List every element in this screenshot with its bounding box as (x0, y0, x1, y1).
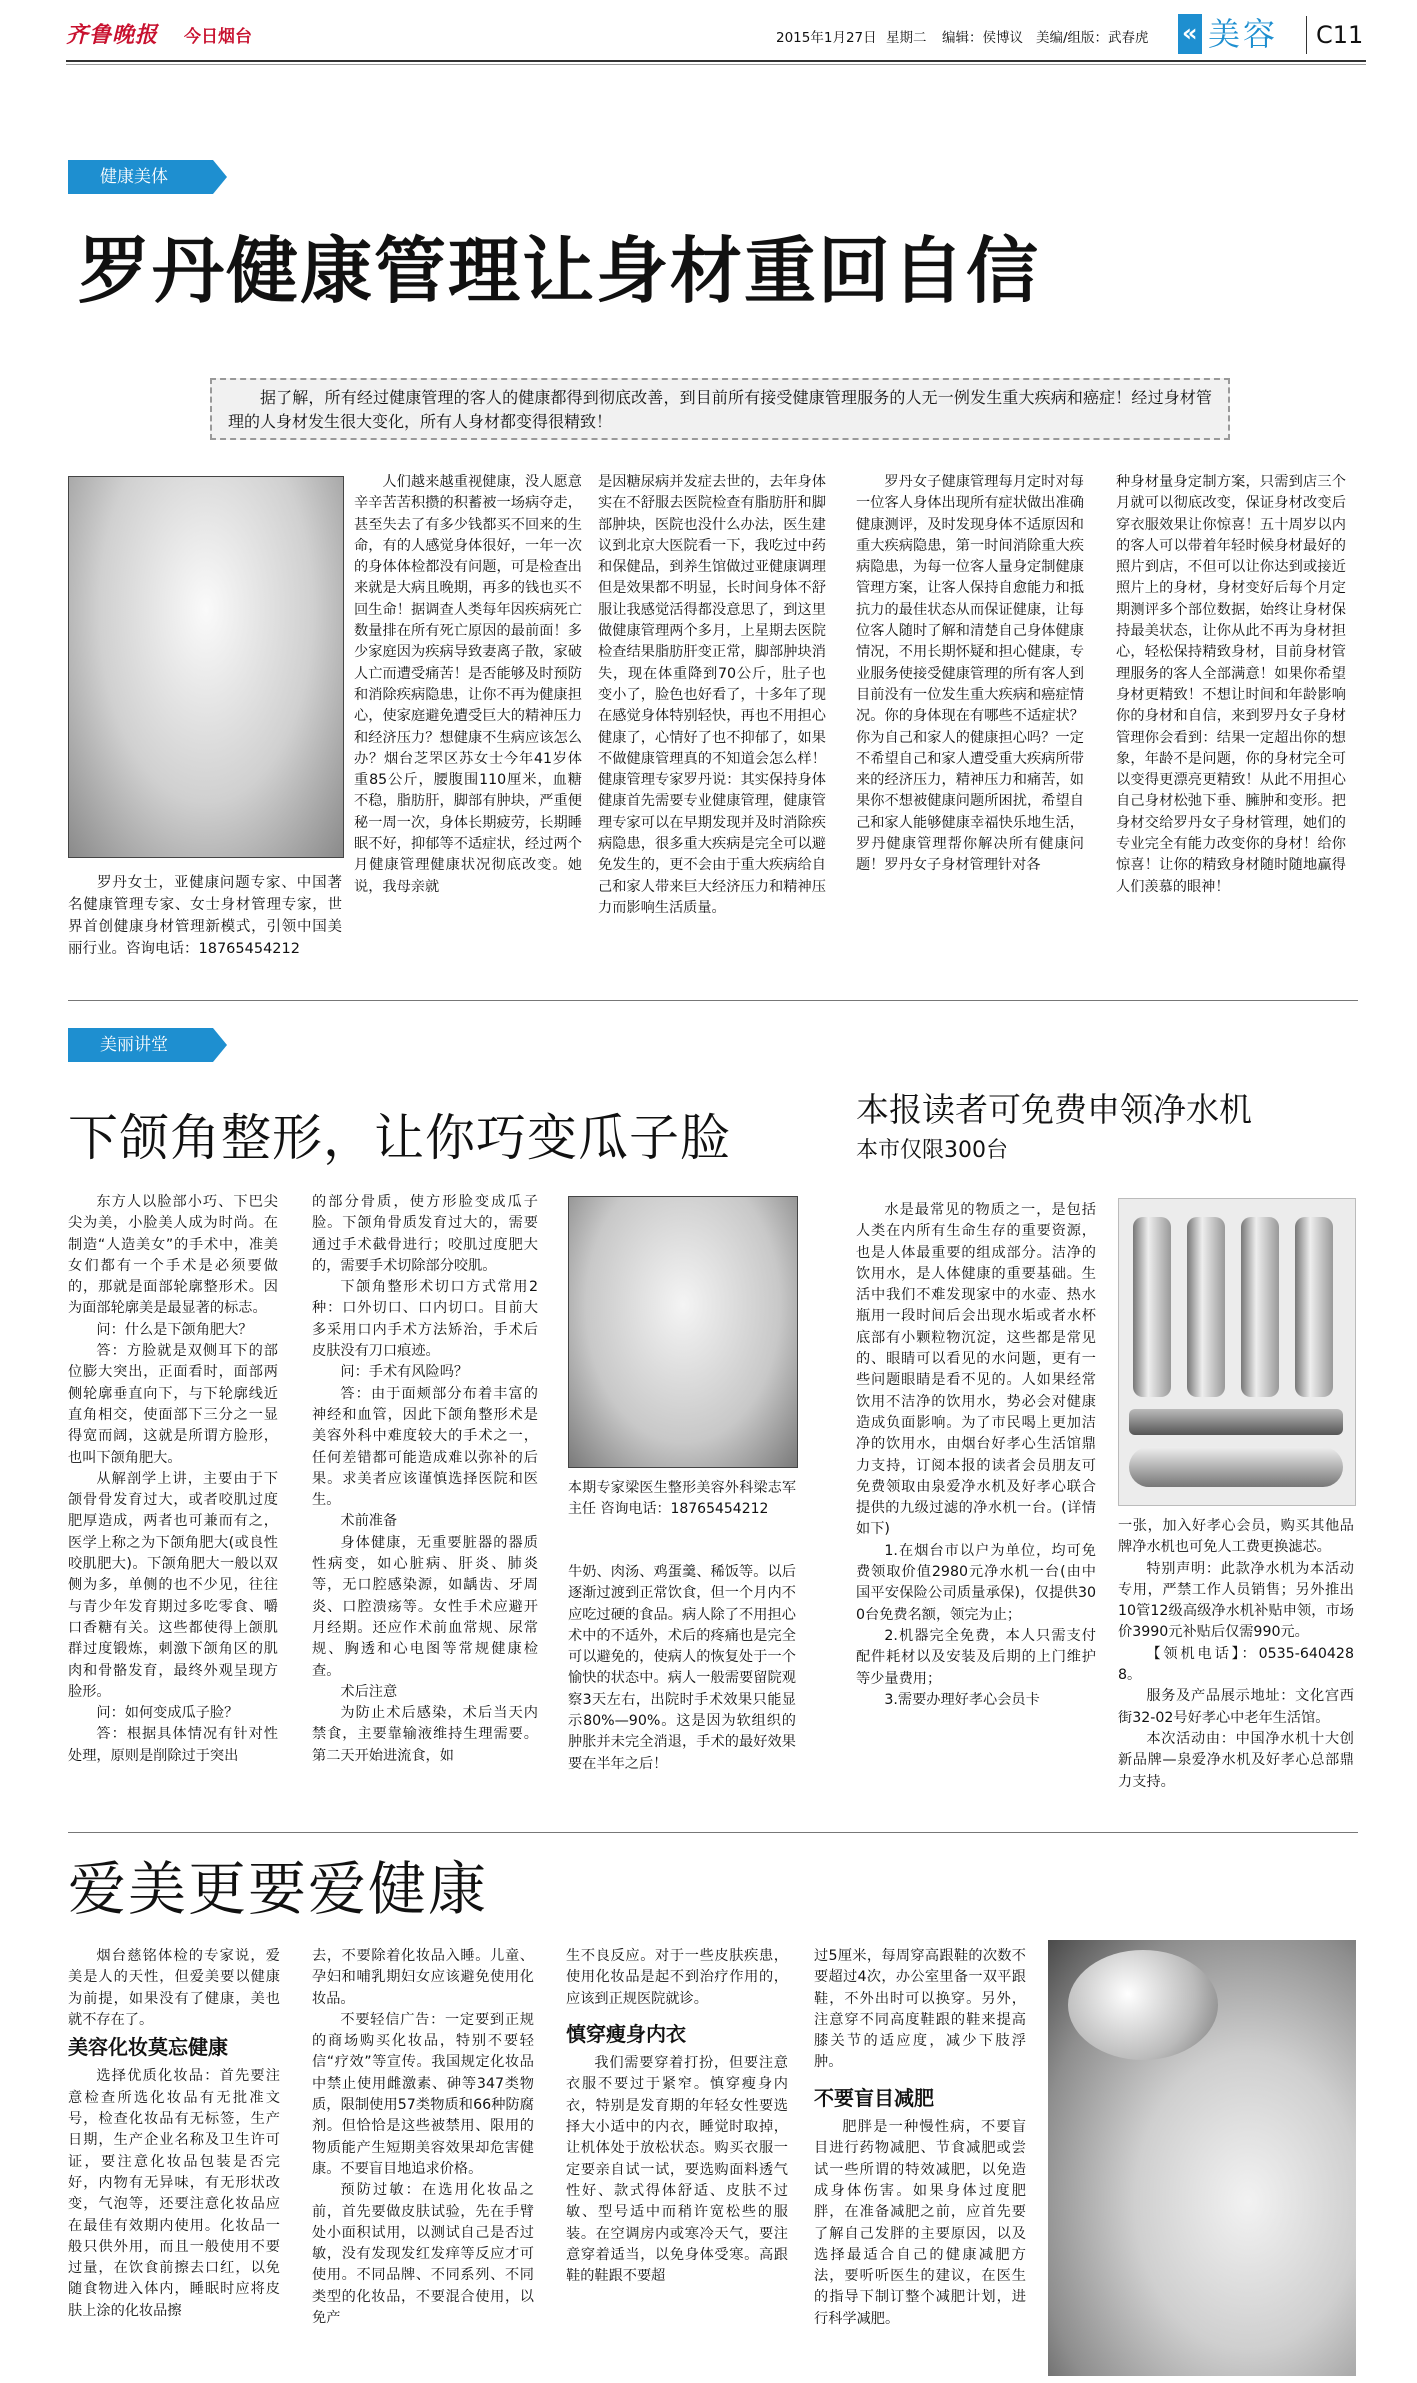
purifier-tank (1241, 1217, 1279, 1397)
subhead-makeup: 美容化妆莫忘健康 (68, 2035, 228, 2060)
lead-text: 据了解，所有经过健康管理的客人的健康都得到彻底改善，到目前所有接受健康管理服务的人无一例发生重大疾病和癌症！经过身材管理的人身材发生很大变化，所有人身材都变得很精致！ (228, 388, 1212, 431)
article1-col4 (1116, 472, 1346, 982)
article4-p: 过5厘米，每周穿高跟鞋的次数不要超过4次，办公室里备一双平跟鞋，不外出时可以换穿。另外，注意穿不同高度鞋跟的鞋来提高膝关节的适应度，减少下肢浮肿。 (814, 1948, 1026, 2071)
article2-p: 答：方脸就是双侧耳下的部位膨大突出，正面看时，面部两侧轮廓垂直向下，与下轮廓线近直角相交，使面部下三分之一显得宽而阔，这就是所谓方脸形，也叫下颌角肥大。 (68, 1343, 278, 1466)
spa-facial-photo (1048, 1940, 1356, 2376)
article3-p: 2.机器完全免费，本人只需支付配件耗材以及安装及后期的上门维护等少量费用； (856, 1627, 1096, 1687)
portrait-caption: 罗丹女士，亚健康问题专家、中国著名健康管理专家、女士身材管理专家，世界首创健康身材管理新模式，引领中国美丽行业。咨询电话：18765454212 (68, 875, 342, 957)
article2-p: 问：什么是下颌角肥大？ (96, 1321, 253, 1338)
section-tag-beauty: 美丽讲堂 (68, 1028, 213, 1062)
article1-col1-text: 人们越来越重视健康，没人愿意辛辛苦苦积攒的积蓄被一场病夺走，甚至失去了有多少钱都买不回来的生命，有的人感觉身体很好，一年一次的身体体检都没有问题，可是检查出来就是大病且晚期，再多的钱也买不回生命！据调查人类每年因疾病死亡数量排在所有死亡原因的最前面！多少家庭因为疾病导致妻离子散，家破人亡而遭受痛苦！是否能够及时预防和消除疾病隐患，让你不再为健康担心，使家庭避免遭受巨大的精神压力和经济压力？想健康不生病应该怎么办？烟台芝罘区苏女士今年41岁体重85公斤，腰腹围110厘米，血糖不稳，脂肪肝，脚部有肿块，严重便秘一周一次，身体长期疲劳，长期睡眠不好，抑郁等不适症状，经过两个月健康管理健康状况彻底改变。她说，我母亲就 (354, 474, 582, 895)
purifier-filter (1129, 1447, 1343, 1487)
article4-col2 (312, 1946, 534, 2376)
article4-col3 (566, 1946, 788, 2376)
article4-col1 (68, 1946, 280, 2376)
purifier-product-image (1118, 1198, 1356, 1506)
masthead (66, 14, 1366, 54)
article2-p: 答：由于面颊部分布着丰富的神经和血管，因此下颌角整形术是美容外科中难度较大的手术之一，任何差错都可能造成难以弥补的后果。求美者应该谨慎选择医院和医生。 (312, 1385, 538, 1509)
doctor-caption: 本期专家梁医生整形美容外科梁志军主任 咨询电话：18765454212 (568, 1480, 796, 1517)
header-rule (66, 60, 1366, 62)
purifier-base (1129, 1409, 1343, 1435)
subhead-weight-loss: 不要盲目减肥 (814, 2085, 934, 2110)
page-number: C11 (1316, 21, 1364, 49)
header-rule-thin (66, 64, 1366, 65)
article2-p: 东方人以脸部小巧、下巴尖尖为美，小脸美人成为时尚。在制造“人造美女”的手术中，准美女们都有一个手术是必须要做的，那就是面部轮廓整形术。因为面部轮廓美是最显著的标志。 (68, 1194, 278, 1317)
purifier-tank (1133, 1217, 1171, 1397)
headline-luodan: 罗丹健康管理让身材重回自信 (78, 229, 1041, 313)
article4-col4 (814, 1946, 1026, 2376)
article2-p: 下颌角整形术切口方式常用2种：口外切口、口内切口。目前大多采用口内手术方法矫治，手术后皮肤没有刀口痕迹。 (312, 1279, 538, 1360)
article2-col3-text: 牛奶、肉汤、鸡蛋羹、稀饭等。以后逐渐过渡到正常饮食，但一个月内不应吃过硬的食品。病人除了不用担心术中的不适外，术后的疼痛也是完全可以避免的，使病人的恢复处于一个愉快的状态中。病人一般需要留院观察3天左右，出院时手术效果只能显示80%—90%。这是因为软组织的肿胀并未完全消退，手术的最好效果要在半年之后！ (568, 1564, 796, 1772)
article3-p: 1.在烟台市以户为单位，均可免费领取价值2980元净水机一台(由中国平安保险公司质量承保)，仅提供300台免费名额，领完为止； (856, 1542, 1096, 1623)
article3-p: 一张，加入好孝心会员，购买其他品牌净水机也可免人工费更换滤芯。 (1118, 1518, 1354, 1556)
article2-col1 (68, 1192, 278, 1822)
headline-purifier: 本报读者可免费申领净水机 (856, 1090, 1252, 1129)
subhead-purifier: 本市仅限300台 (856, 1138, 1008, 1163)
headline-jaw: 下颌角整形，让你巧变瓜子脸 (68, 1109, 731, 1167)
article3-p: 【领机电话】：0535-6404288。 (1118, 1645, 1354, 1684)
article2-p: 的部分骨质，使方形脸变成瓜子脸。下颌角骨质发育过大的，需要通过手术截骨进行；咬肌过度肥大的，需要手术切除部分咬肌。 (312, 1194, 538, 1274)
decor-bowl (1068, 1950, 1218, 2060)
article2-col2 (312, 1192, 538, 1822)
lead-box (210, 378, 1230, 440)
portrait-photo-luodan (68, 476, 344, 858)
article2-p: 问：如何变成瓜子脸？ (96, 1705, 239, 1722)
page-section-title: 美容 (1208, 15, 1279, 53)
article3-p: 特别声明：此款净水机为本活动专用，严禁工作人员销售；另外推出10管12级高级净水机补贴申领，市场价3990元补贴后仅需990元。 (1118, 1560, 1354, 1641)
article2-p: 从解剖学上讲，主要由于下颌骨骨发育过大，或者咬肌过度肥厚造成，两者也可兼而有之，医学上称之为下颌角肥大(或良性咬肌肥大)。下颌角肥大一般以双侧为多，单侧的也不少见，往往与青少年发育期过多吃零食、嚼口香糖有关。这些都使得上颌肌群过度锻炼，刺激下颌角区的肌肉和骨骼发育，最终外观呈现方脸形。 (68, 1470, 278, 1700)
subhead-underwear: 慎穿瘦身内衣 (566, 2021, 686, 2046)
article2-p: 问：手术有风险吗？ (340, 1364, 469, 1381)
section-divider-1 (68, 1000, 1358, 1001)
section-label: 今日烟台 (184, 27, 252, 47)
header-divider (1306, 16, 1307, 54)
section-tag-health: 健康美体 (68, 160, 213, 194)
article1-col2-text: 是因糖尿病并发症去世的，去年身体实在不舒服去医院检查有脂肪肝和脚部肿块，医院也没什么办法，医生建议到北京大医院看一下，我吃过中药和保健品，到养生馆做过亚健康调理但是效果都不明显，长时间身体不舒服让我感觉活得都没意思了，到这里做健康管理两个多月，上星期去医院检查结果脂肪肝变正常，脚部肿块消失，现在体重降到70公斤，肚子也变小了，脸色也好看了，十多年了现在感觉身体特别轻快，再也不用担心健康了，心情好了也不抑郁了，如果不做健康管理真的不知道会怎么样！健康管理专家罗丹说：其实保持身体健康首先需要专业健康管理，健康管理专家可以在早期发现并及时消除疾病隐患，很多重大疾病是完全可以避免发生的，更不会由于重大疾病给自己和家人带来巨大经济压力和精神压力而影响生活质量。 (598, 474, 826, 916)
issue-date: 2015年1月27日 (776, 30, 877, 46)
article4-p: 不要轻信广告：一定要到正规的商场购买化妆品，特别不要轻信“疗效”等宣传。我国规定化妆品中禁止使用雌激素、砷等347类物质，限制使用57类物质和66种防腐剂。但恰恰是这些被禁用、限用的物质能产生短期美容效果却危害健康。不要盲目地追求价格。 (312, 2011, 534, 2177)
article2-p: 身体健康，无重要脏器的器质性病变，如心脏病、肝炎、肺炎等，无口腔感染源，如龋齿、牙周炎、口腔溃疡等。女性手术应避开月经期。还应作术前血常规、尿常规、胸透和心电图等常规健康检查。 (312, 1534, 538, 1679)
article2-col3 (568, 1562, 796, 1822)
doctor-photo (568, 1196, 798, 1468)
issue-weekday: 星期二 (886, 30, 927, 46)
article3-p: 本次活动由：中国净水机十大创新品牌—泉爱净水机及好孝心总部鼎力支持。 (1118, 1730, 1354, 1790)
editor-credit: 编辑：侯博议 (942, 30, 1023, 46)
article4-p: 我们需要穿着打扮，但要注意衣服不要过于紧窄。慎穿瘦身内衣，特别是发育期的年轻女性要选择大小适中的内衣，睡觉时取掉，让机体处于放松状态。购买衣服一定要亲自试一试，要选购面料透气性好、款式得体舒适、皮肤不过敏、型号适中而稍许宽松些的服装。在空调房内或寒冷天气，要注意穿着适当，以免身体受寒。高跟鞋的鞋跟不要超 (566, 2055, 788, 2285)
article3-col2 (1118, 1516, 1354, 1822)
purifier-tank (1295, 1217, 1333, 1397)
article1-col3-text: 罗丹女子健康管理每月定时对每一位客人身体出现所有症状做出准确健康测评，及时发现身体不适原因和重大疾病隐患，第一时间消除重大疾病隐患，为每一位客人量身定制健康管理方案，让客人保持自愈能力和抵抗力的最佳状态从而保证健康，让每位客人随时了解和清楚自己身体健康情况，不用长期怀疑和担心健康，专业服务使接受健康管理的所有客人到目前没有一位发生重大疾病和癌症情况。你的身体现在有哪些不适症状？你为自己和家人的健康担心吗？一定不希望自己和家人遭受重大疾病所带来的经济压力，精神压力和痛苦，如果你不想被健康问题所困扰，希望自己和家人能够健康幸福快乐地生活，罗丹健康管理帮你解决所有健康问题！罗丹女子身材管理针对各 (856, 474, 1084, 874)
designer-credit: 美编/组版：武春虎 (1036, 30, 1149, 46)
paper-logo: 齐鲁晚报 (66, 22, 159, 48)
article1-col1 (354, 472, 582, 982)
article3-p: 水是最常见的物质之一，是包括人类在内所有生命生存的重要资源，也是人体最重要的组成部分。洁净的饮用水，是人体健康的重要基础。生活中我们不难发现家中的水壶、热水瓶用一段时间后会出现水垢或者水杯底部有小颗粒物沉淀，这些都是常见的、眼睛可以看见的水问题，更有一些问题眼睛是看不见的。人如果经常饮用不洁净的饮用水，势必会对健康造成负面影响。为了市民喝上更加洁净的饮用水，由烟台好孝心生活馆鼎力支持，订阅本报的读者会员朋友可免费领取由泉爱净水机及好孝心联合提供的九级过滤的净水机一台。(详情如下) (856, 1202, 1096, 1538)
article4-p: 预防过敏：在选用化妆品之前，首先要做皮肤试验，先在手臂处小面积试用，以测试自己是否过敏，没有发现发红发痒等反应才可使用。不同品牌、不同系列、不同类型的化妆品，不要混合使用，以免产 (312, 2182, 534, 2327)
article1-col3 (856, 472, 1084, 982)
article3-p: 服务及产品展示地址：文化宫西街32-02号好孝心中老年生活馆。 (1118, 1688, 1354, 1726)
article2-p: 术前准备 (340, 1513, 398, 1530)
article2-p: 为防止术后感染，术后当天内禁食，主要靠输液维持生理需要。第二天开始进流食，如 (312, 1705, 538, 1764)
article2-p: 术后注意 (340, 1683, 398, 1700)
article3-p: 3.需要办理好孝心会员卡 (884, 1691, 1040, 1708)
section-flag (1178, 14, 1202, 54)
article4-p: 去，不要除着化妆品入睡。儿童、孕妇和哺乳期妇女应该避免使用化妆品。 (312, 1948, 534, 2007)
article4-p: 烟台慈铭体检的专家说，爱美是人的天性，但爱美要以健康为前提，如果没有了健康，美也就不存在了。 (68, 1948, 280, 2028)
article4-p: 生不良反应。对于一些皮肤疾患，使用化妆品是起不到治疗作用的，应该到正规医院就诊。 (566, 1948, 788, 2007)
article1-col2 (598, 472, 826, 982)
article2-p: 答：根据具体情况有针对性处理，原则是削除过于突出 (68, 1726, 278, 1764)
article3-col1 (856, 1200, 1096, 1820)
chevron-left-icon: « (1182, 19, 1198, 47)
article4-p: 选择优质化妆品：首先要注意检查所选化妆品有无批准文号，检查化妆品有无标签，生产日期，生产企业名称及卫生许可证，要注意化妆品包装是否完好，内物有无异味，有无形状改变，气泡等，还要注意化妆品应在最佳有效期内使用。化妆品一般只供外用，而且一般使用不要过量，在饮食前擦去口红，以免随食物进入体内，睡眠时应将皮肤上涂的化妆品擦 (68, 2068, 280, 2319)
purifier-tank (1187, 1217, 1225, 1397)
article4-p: 肥胖是一种慢性病，不要盲目进行药物减肥、节食减肥或尝试一些所谓的特效减肥，以免造成身体伤害。如果身体过度肥胖，在准备减肥之前，应首先要了解自己发胖的主要原因，以及选择最适合自己的健康减肥方法，要听听医生的建议，在医生的指导下制订整个减肥计划，进行科学减肥。 (814, 2119, 1026, 2327)
headline-beauty-health: 爱美更要爱健康 (68, 1855, 489, 1923)
article1-col4-text: 种身材量身定制方案，只需到店三个月就可以彻底改变，保证身材改变后穿衣服效果让你惊喜！五十周岁以内的客人可以带着年轻时候身材最好的照片到店，不但可以让你达到或接近照片上的身材，身材变好后每个月定期测评多个部位数据，始终让身材保持最美状态，让你从此不再为身材担心，轻松保持精致身材，目前身材管理服务的客人全部满意！如果你希望身材更精致！不想让时间和年龄影响你的身材和自信，来到罗丹女子身材管理你会看到：结果一定超出你的想象，年龄不是问题，你的身材完全可以变得更漂亮更精致！从此不用担心自己身材松弛下垂、臃肿和变形。把身材交给罗丹女子身材管理，她们的专业完全有能力改变你的身材！给你惊喜！让你的精致身材随时随地赢得人们羡慕的眼神！ (1116, 474, 1346, 895)
section-divider-2 (68, 1832, 1358, 1833)
